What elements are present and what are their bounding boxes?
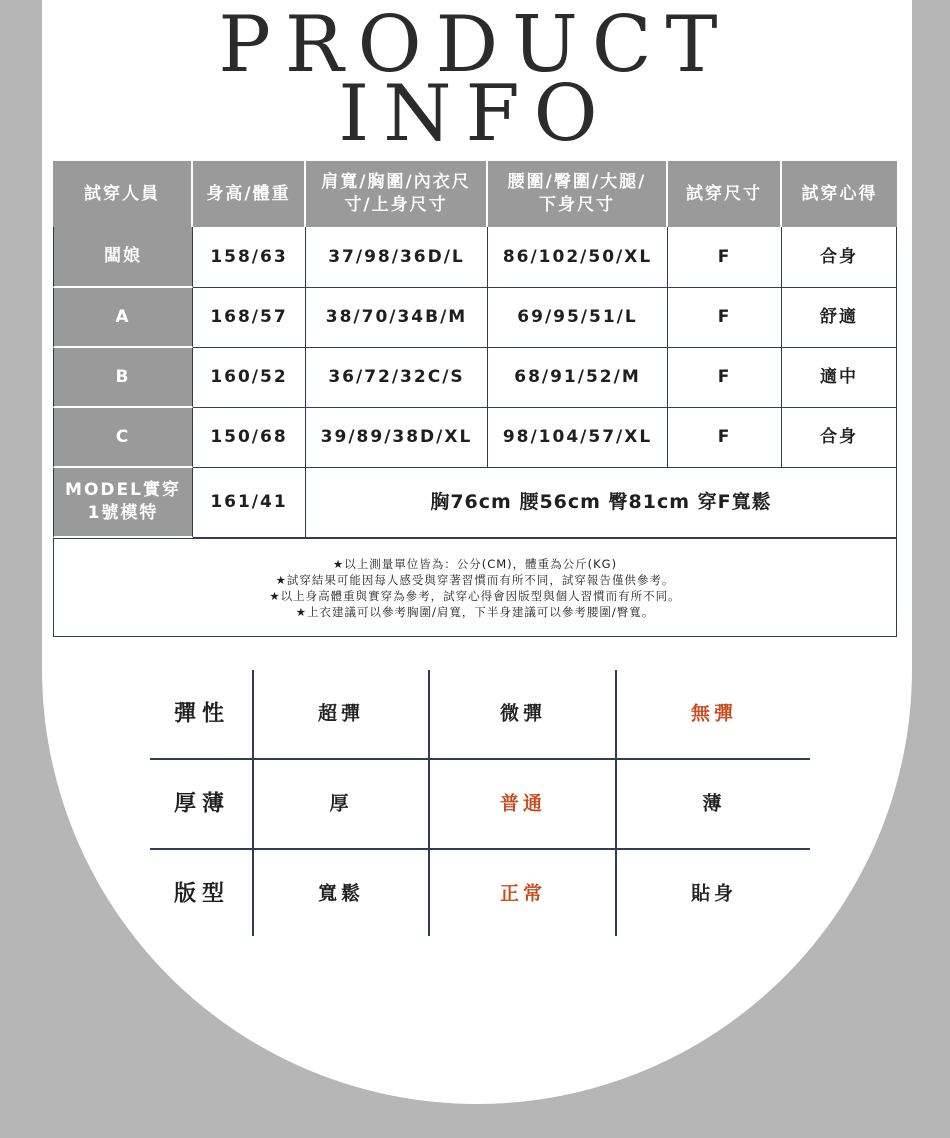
header-upper-size	[306, 161, 488, 227]
divider	[150, 758, 810, 760]
note-line: ★以上身高體重與實穿為參考，試穿心得會因版型與個人習慣而有所不同。	[269, 588, 681, 603]
model-label-line2: 1號模特	[87, 503, 159, 523]
row-height-weight: 160/52	[193, 348, 306, 408]
elasticity-option: 微彈	[499, 702, 547, 725]
table-row	[53, 408, 897, 468]
measurement-notes	[53, 538, 897, 637]
row-lower: 69/95/51/L	[488, 288, 668, 348]
thickness-label: 厚薄	[173, 791, 231, 817]
row-upper: 36/72/32C/S	[306, 348, 488, 408]
row-comment: 合身	[782, 227, 897, 288]
note-line: ★試穿結果可能因每人感受與穿著習慣而有所不同，試穿報告僅供參考。	[275, 572, 675, 587]
note-line: ★上衣建議可以參考胸圍/肩寬，下半身建議可以參考腰圍/臀寬。	[295, 604, 655, 619]
row-lower: 98/104/57/XL	[488, 408, 668, 468]
page-title-line1: PRODUCT	[218, 0, 732, 90]
row-size: F	[668, 408, 782, 468]
row-tester-name: C	[53, 408, 193, 468]
table-row	[53, 348, 897, 408]
header-lower-size	[488, 161, 668, 227]
row-size: F	[668, 227, 782, 288]
thickness-option-selected: 普通	[499, 792, 547, 815]
row-height-weight: 150/68	[193, 408, 306, 468]
header-lower-line1: 腰圍/臀圍/大腿/	[507, 172, 647, 193]
row-upper: 37/98/36D/L	[306, 227, 488, 288]
thickness-option: 厚	[329, 792, 353, 815]
note-line: ★以上測量單位皆為：公分(CM)，體重為公斤(KG)	[332, 556, 618, 571]
row-comment: 合身	[782, 408, 897, 468]
divider	[428, 670, 430, 936]
divider	[615, 670, 617, 936]
fit-option: 寬鬆	[317, 882, 365, 905]
fabric-properties	[150, 670, 810, 936]
row-tester-name: 闆娘	[53, 227, 193, 288]
row-height-weight: 158/63	[193, 227, 306, 288]
row-lower: 86/102/50/XL	[488, 227, 668, 288]
fit-option-selected: 正常	[499, 882, 547, 905]
model-measurements: 胸76cm 腰56cm 臀81cm 穿F寬鬆	[306, 468, 897, 538]
header-height-weight: 身高/體重	[193, 161, 306, 227]
divider	[252, 670, 254, 936]
row-size: F	[668, 348, 782, 408]
fit-option: 貼身	[690, 882, 738, 905]
row-upper: 38/70/34B/M	[306, 288, 488, 348]
row-comment: 舒適	[782, 288, 897, 348]
elasticity-option-selected: 無彈	[690, 702, 738, 725]
header-tester: 試穿人員	[53, 161, 193, 227]
table-row	[53, 227, 897, 288]
row-height-weight: 168/57	[193, 288, 306, 348]
model-height-weight: 161/41	[193, 468, 306, 538]
model-row	[53, 468, 897, 538]
header-tried-size: 試穿尺寸	[668, 161, 782, 227]
row-tester-name: A	[53, 288, 193, 348]
divider	[150, 848, 810, 850]
page-title-line2: INFO	[338, 69, 612, 159]
elasticity-label: 彈性	[173, 701, 231, 727]
header-upper-line2: 寸/上身尺寸	[344, 195, 448, 215]
row-size: F	[668, 288, 782, 348]
row-comment: 適中	[782, 348, 897, 408]
model-label-line1: MODEL實穿	[65, 480, 181, 501]
elasticity-option: 超彈	[317, 702, 365, 725]
table-row	[53, 288, 897, 348]
fit-label: 版型	[173, 881, 231, 907]
row-tester-name: B	[53, 348, 193, 408]
thickness-option: 薄	[702, 792, 726, 815]
header-comment: 試穿心得	[782, 161, 897, 227]
header-lower-line2: 下身尺寸	[538, 195, 615, 215]
header-upper-line1: 肩寬/胸圍/內衣尺	[321, 172, 471, 193]
row-lower: 68/91/52/M	[488, 348, 668, 408]
table-header-row	[53, 161, 897, 227]
row-upper: 39/89/38D/XL	[306, 408, 488, 468]
model-label	[53, 468, 193, 538]
